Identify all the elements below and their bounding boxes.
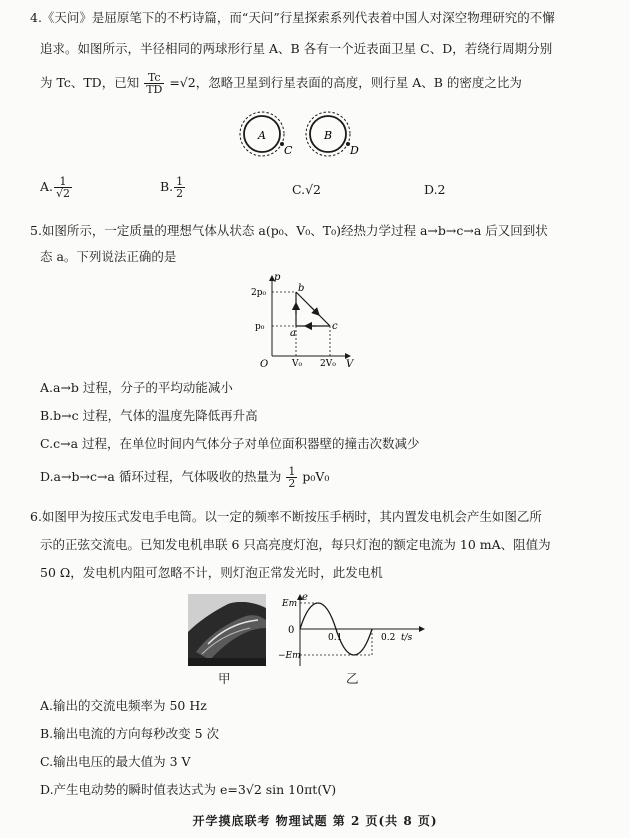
frac-denominator: 2 <box>176 187 184 200</box>
frac-numerator: 1 <box>176 175 184 188</box>
q4-line2: 追求。如图所示，半径相同的两球形行星 A、B 各有一个近表面卫星 C、D，若绕行周期分别 <box>40 41 553 56</box>
tick-0-2: 0.2 <box>381 633 396 643</box>
p-axis-label: p <box>274 272 281 283</box>
q5-option-d-unit: p₀V₀ <box>302 469 330 484</box>
q6-flashlight-photo <box>188 594 266 666</box>
label-d: D <box>350 144 359 157</box>
q5-option-d <box>40 466 329 489</box>
q4-option-b <box>160 176 186 199</box>
q6-option-a: A.输出的交流电频率为 50 Hz <box>40 698 207 713</box>
tick-v0: V₀ <box>292 359 303 369</box>
q4-option-a <box>40 176 73 199</box>
q4-option-b-fraction <box>174 176 185 199</box>
state-a-label: a <box>290 328 296 339</box>
option-letter: B. <box>160 179 174 194</box>
e-axis-label: e <box>302 592 308 603</box>
frac-numerator: Tc <box>144 72 164 84</box>
tick-neg-em: −Em <box>278 651 301 661</box>
label-b: B <box>324 129 333 142</box>
q4-option-d: D.2 <box>424 182 446 197</box>
q5-option-a: A.a→b 过程，分子的平均动能减小 <box>40 380 233 395</box>
q6-line1: 6.如图甲为按压式发电手电筒。以一定的频率不断按压手柄时，其内置发电机会产生如图乙所 <box>30 509 542 524</box>
frac-denominator: √2 <box>56 187 71 200</box>
q5-line1: 5.如图所示，一定质量的理想气体从状态 a(p₀、V₀、T₀)经热力学过程 a→b→c→a 后又回到状 <box>30 223 548 238</box>
arrow-b-c <box>310 306 317 313</box>
q6-line2: 示的正弦交流电。已知发电机串联 6 只高亮度灯泡，每只灯泡的额定电流为 10 mA、阻值为 <box>40 537 551 552</box>
q6-option-d: D.产生电动势的瞬时值表达式为 e=3√2 sin 10πt(V) <box>40 782 337 797</box>
q5-line2: 态 a。下列说法正确的是 <box>40 249 177 264</box>
q6-label-jia: 甲 <box>218 671 231 686</box>
q4-planets-figure <box>232 108 382 164</box>
t-axis-label: t/s <box>401 633 413 643</box>
tick-2p0: 2p₀ <box>251 288 267 298</box>
q6-label-yi: 乙 <box>346 671 359 686</box>
label-a: A <box>258 129 266 142</box>
q5-option-b: B.b→c 过程，气体的温度先降低再升高 <box>40 408 258 423</box>
frac-denominator: 2 <box>288 477 296 490</box>
page-footer: 开学摸底联考 物理试题 第 2 页(共 8 页) <box>192 814 438 828</box>
q4-option-c: C.√2 <box>292 182 322 197</box>
frac-numerator: 1 <box>288 465 296 478</box>
q4-line1: 4.《天问》是屈原笔下的不朽诗篇，而“天问”行星探索系列代表着中国人对深空物理研究的不懈 <box>30 10 555 25</box>
q5-pv-diagram <box>250 270 360 370</box>
state-c-label: c <box>332 321 338 332</box>
q5-option-d-text: D.a→b→c→a 循环过程，气体吸收的热量为 <box>40 469 282 484</box>
label-c: C <box>284 144 293 157</box>
tick-em: Em <box>282 599 298 609</box>
q6-option-b: B.输出电流的方向每秒改变 5 次 <box>40 726 220 741</box>
tick-p0: p₀ <box>255 322 265 332</box>
state-b-label: b <box>298 283 305 294</box>
q4-period-ratio-fraction <box>144 72 164 95</box>
q6-sine-graph <box>278 592 430 672</box>
q5-option-d-fraction <box>286 466 297 489</box>
tick-2v0: 2V₀ <box>320 359 336 369</box>
frac-denominator: TD <box>146 83 163 96</box>
q6-option-c: C.输出电压的最大值为 3 V <box>40 754 191 769</box>
tick-zero: 0 <box>288 625 295 636</box>
tick-0-1: 0.1 <box>328 633 343 643</box>
q4-option-a-fraction <box>54 176 72 199</box>
q6-line3: 50 Ω，发电机内阻可忽略不计，则灯泡正常发光时，此发电机 <box>40 565 383 580</box>
v-axis-label: V <box>346 359 354 370</box>
option-letter: A. <box>40 179 54 194</box>
q4-line3-start: 为 Tc、TD，已知 <box>40 75 140 90</box>
q4-line3 <box>40 72 522 95</box>
q4-line3-end: =√2，忽略卫星到行星表面的高度，则行星 A、B 的密度之比为 <box>169 75 522 90</box>
q5-option-c: C.c→a 过程，在单位时间内气体分子对单位面积器壁的撞击次数减少 <box>40 436 420 451</box>
origin-label: O <box>260 359 269 370</box>
frac-numerator: 1 <box>54 176 72 188</box>
